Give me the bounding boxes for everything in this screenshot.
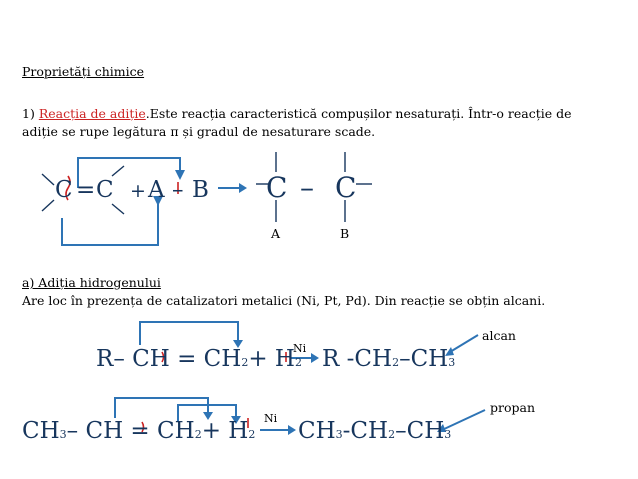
product-label-a: A — [271, 226, 281, 241]
propan-label: propan — [490, 400, 536, 415]
alcan-label: alcan — [482, 328, 516, 343]
intro-line-1-text: .Este reacția caracteristică compușilor nesaturați. Într-o reacție de — [145, 106, 572, 121]
double-bond: = — [76, 177, 96, 203]
loop-3-top — [115, 398, 208, 418]
reactant-carbon-1: C — [55, 177, 73, 203]
reagent-bond: – — [172, 177, 184, 203]
reaction2-reactant: R– CH = CH2+ H2 — [96, 346, 302, 372]
reagent-b: B — [192, 177, 209, 203]
reactant-carbon-2: C — [96, 177, 114, 203]
product-bond: – — [300, 171, 314, 204]
section-a-text: Are loc în prezența de catalizatori metalici (Ni, Pt, Pd). Din reacție se obțin alcani. — [22, 293, 546, 308]
reagent-a: A — [148, 177, 165, 203]
reaction3-reactant: CH3– CH = CH2+ H2 — [22, 418, 256, 444]
loop-2-top — [140, 322, 238, 345]
arrow-bottom-loop — [62, 202, 158, 245]
product-carbon-1: C — [266, 171, 288, 204]
section-number: 1) — [22, 106, 39, 121]
intro-line-2: adiție se rupe legătura π și gradul de nesaturare scade. — [22, 124, 376, 139]
reaction2-catalyst: Ni — [293, 342, 307, 355]
plus-sign: + — [130, 180, 146, 202]
reaction3-catalyst: Ni — [264, 412, 278, 425]
reaction2-product: R -CH2–CH3 — [322, 346, 456, 372]
product-carbon-2: C — [335, 171, 357, 204]
reaction3-product: CH3-CH2–CH3 — [298, 418, 452, 444]
product-label-b: B — [340, 226, 350, 241]
page-title: Proprietăți chimice — [22, 64, 145, 79]
addition-reaction-link[interactable]: Reacția de adiție — [38, 106, 146, 121]
section-a-title: a) Adiția hidrogenului — [22, 275, 161, 290]
